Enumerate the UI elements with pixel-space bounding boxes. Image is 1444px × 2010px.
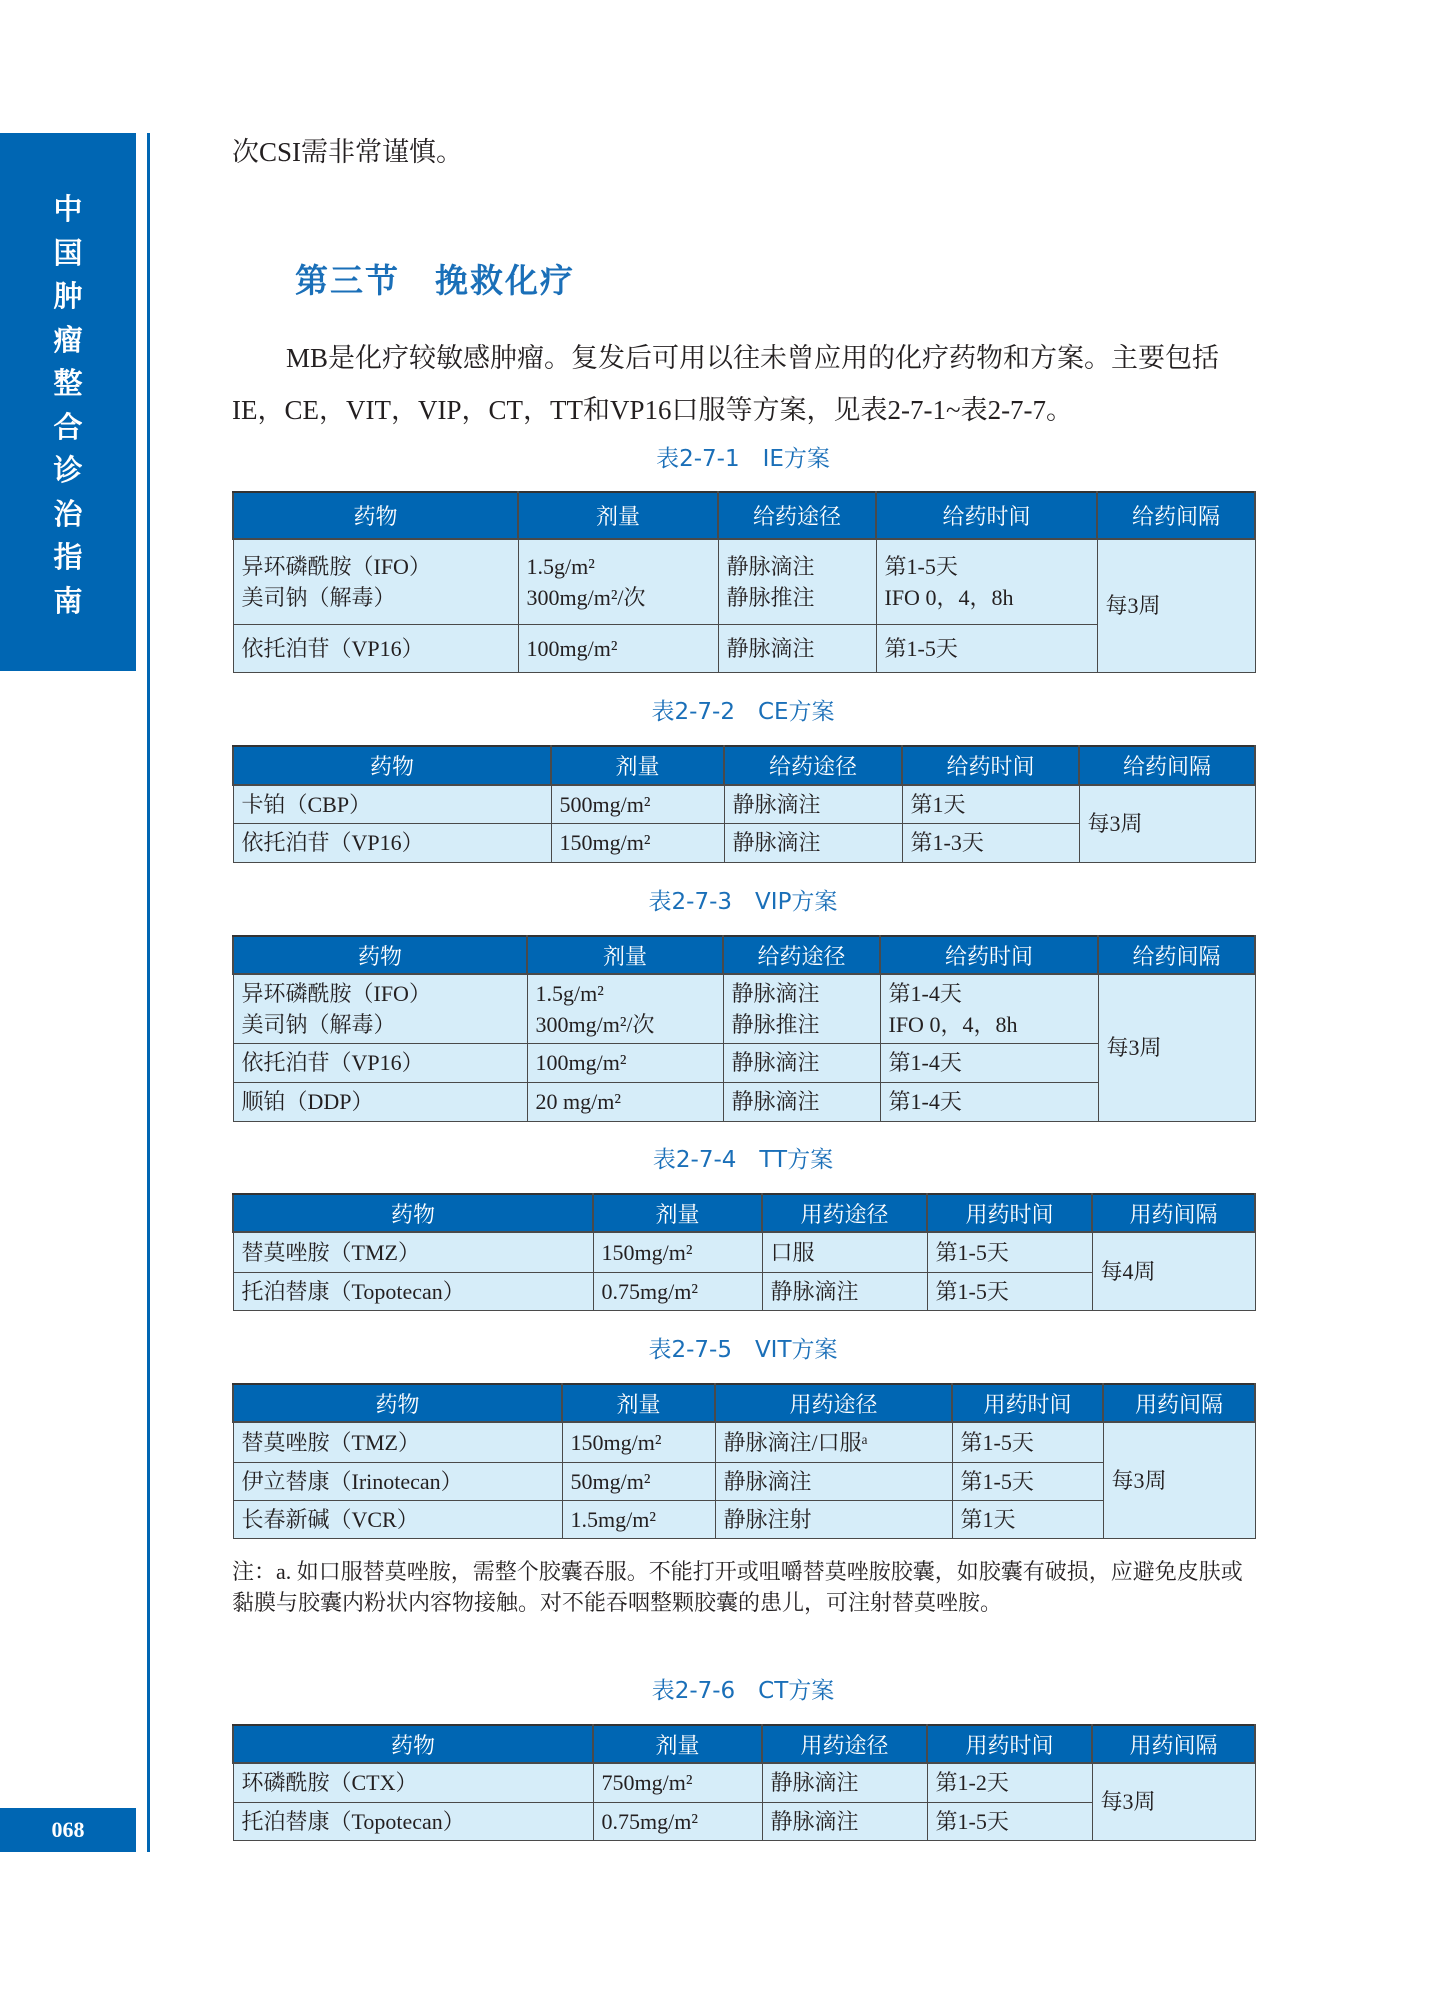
table-cell (233, 539, 518, 624)
cell-line: 伊立替康（Irinotecan） (241, 1468, 463, 1494)
table-cell (527, 1082, 723, 1121)
table-cell (233, 1082, 527, 1121)
cell-line: 替莫唑胺（TMZ） (241, 1429, 420, 1455)
table-caption: 表2-7-1 IE方案 (656, 446, 830, 472)
book-title-vertical (0, 188, 136, 623)
table-cell (952, 1422, 1103, 1462)
table-row (233, 539, 1255, 624)
table-cell (762, 1802, 927, 1840)
column-header: 药物 (233, 1725, 593, 1763)
table-row (233, 1500, 1255, 1538)
table-cell (952, 1462, 1103, 1500)
sidebar-title-char: 合 (53, 409, 83, 444)
cell-line: 1.5mg/m² (570, 1506, 656, 1532)
table-cell (723, 974, 880, 1043)
table-cell (551, 785, 724, 823)
table-cell (593, 1802, 762, 1840)
cell-line: 异环磷酰胺（IFO） (241, 553, 431, 579)
table-header-row (233, 746, 1255, 785)
cell-line: 口服 (770, 1239, 815, 1265)
cell-line: 750mg/m² (601, 1770, 693, 1796)
table-header-row (233, 1194, 1255, 1232)
table-caption: 表2-7-3 VIP方案 (648, 889, 838, 915)
cell-line: 第1天 (910, 791, 966, 817)
table-cell (927, 1232, 1092, 1272)
column-header: 药物 (233, 1194, 593, 1232)
cell-line: 依托泊苷（VP16） (241, 830, 424, 855)
sidebar-title-char: 治 (53, 496, 83, 531)
table-caption: 表2-7-4 TT方案 (652, 1147, 834, 1173)
table-cell (233, 1500, 562, 1538)
table-caption: 表2-7-6 CT方案 (651, 1678, 835, 1704)
cell-line: 静脉滴注 (731, 1089, 820, 1114)
column-header: 剂量 (593, 1194, 762, 1232)
cell-line: 静脉滴注 (726, 635, 815, 661)
cell-line: 环磷酰胺（CTX） (241, 1770, 418, 1796)
column-header: 用药间隔 (1103, 1384, 1255, 1422)
table-cell (233, 1422, 562, 1462)
table-cell (551, 823, 724, 862)
column-header: 药物 (233, 492, 518, 539)
table-cell (233, 823, 551, 862)
cell-line: 第1-5天 (884, 553, 958, 579)
table-row (233, 785, 1255, 823)
table-header-row (233, 1384, 1255, 1422)
cell-line: 静脉滴注 (732, 791, 821, 817)
table-cell (593, 1272, 762, 1310)
table-cell (718, 539, 876, 624)
column-header: 用药途径 (762, 1194, 927, 1232)
regimen-table (232, 1383, 1256, 1539)
table-cell (233, 1043, 527, 1082)
cell-line: 500mg/m² (559, 791, 651, 817)
table-cell (518, 624, 718, 672)
section-title: 第三节 挽救化疗 (295, 264, 575, 300)
column-header: 剂量 (551, 746, 724, 785)
cell-line: 静脉推注 (726, 584, 815, 610)
table-cell (233, 1763, 593, 1802)
table-cell (880, 1043, 1098, 1082)
cell-line: 第1-5天 (935, 1239, 1009, 1265)
table-cell (715, 1500, 952, 1538)
table-cell (562, 1422, 715, 1462)
column-header: 剂量 (593, 1725, 762, 1763)
table-cell (715, 1462, 952, 1500)
cell-line: 50mg/m² (570, 1468, 651, 1494)
column-header: 用药间隔 (1092, 1194, 1255, 1232)
cell-line: 300mg/m²/次 (526, 584, 646, 610)
column-header: 给药时间 (902, 746, 1079, 785)
sidebar-title-char: 国 (53, 235, 83, 270)
table-cell (233, 1802, 593, 1840)
cell-line: 第1-4天 (888, 1050, 962, 1075)
table-cell (562, 1462, 715, 1500)
column-header: 给药间隔 (1097, 492, 1255, 539)
column-header: 给药时间 (876, 492, 1097, 539)
column-header: 给药途径 (724, 746, 902, 785)
table-cell (952, 1500, 1103, 1538)
table-row (233, 1232, 1255, 1272)
cell-line: 第1-2天 (935, 1770, 1009, 1796)
regimen-table (232, 745, 1256, 863)
table-header-row (233, 1725, 1255, 1763)
interval-cell: 每3周 (1098, 974, 1255, 1121)
table-cell (724, 823, 902, 862)
cell-line: 第1-3天 (910, 830, 984, 855)
table-row (233, 1462, 1255, 1500)
interval-cell: 每3周 (1097, 539, 1255, 672)
table-row (233, 974, 1255, 1043)
cell-line: 顺铂（DDP） (241, 1089, 374, 1114)
interval-cell: 每3周 (1079, 785, 1255, 862)
intro-line: 次CSI需非常谨慎。 (232, 137, 464, 167)
table-cell (593, 1232, 762, 1272)
table-cell (724, 785, 902, 823)
column-header: 给药途径 (723, 936, 880, 974)
column-header: 给药途径 (718, 492, 876, 539)
column-header: 剂量 (518, 492, 718, 539)
sidebar-title-char: 瘤 (53, 322, 83, 357)
cell-line: 静脉滴注 (731, 980, 820, 1006)
margin-rule (147, 133, 150, 1852)
table-cell (718, 624, 876, 672)
cell-line: 第1-5天 (960, 1429, 1034, 1455)
interval-cell: 每3周 (1092, 1763, 1255, 1840)
interval-cell: 每4周 (1092, 1232, 1255, 1310)
cell-line: 300mg/m²/次 (535, 1011, 655, 1037)
column-header: 剂量 (562, 1384, 715, 1422)
cell-line: 第1天 (960, 1506, 1016, 1532)
table-cell (927, 1272, 1092, 1310)
table-cell (715, 1422, 952, 1462)
regimen-table (232, 935, 1256, 1122)
table-cell (902, 785, 1079, 823)
column-header: 用药时间 (927, 1725, 1092, 1763)
table-cell (233, 1232, 593, 1272)
cell-line: 第1-4天 (888, 1089, 962, 1114)
table-cell (518, 539, 718, 624)
regimen-table (232, 1724, 1256, 1841)
sidebar-title-char: 南 (53, 583, 83, 618)
column-header: 用药途径 (715, 1384, 952, 1422)
column-header: 给药间隔 (1079, 746, 1255, 785)
cell-line: 100mg/m² (526, 635, 618, 661)
table-cell (927, 1802, 1092, 1840)
table-row (233, 1763, 1255, 1802)
table-cell (723, 1043, 880, 1082)
cell-line: 静脉滴注 (770, 1808, 859, 1834)
cell-line: 静脉滴注 (770, 1278, 859, 1304)
cell-line: 150mg/m² (559, 830, 651, 855)
cell-line: 卡铂（CBP） (241, 791, 372, 817)
cell-line: 美司钠（解毒） (241, 1011, 396, 1037)
table-cell (593, 1763, 762, 1802)
cell-line: 第1-5天 (935, 1808, 1009, 1834)
sidebar-title-char: 中 (53, 192, 83, 226)
cell-line: 第1-5天 (884, 635, 958, 661)
cell-line: 替莫唑胺（TMZ） (241, 1239, 420, 1265)
cell-line: 0.75mg/m² (601, 1808, 698, 1834)
table-cell (527, 1043, 723, 1082)
cell-line: 异环磷酰胺（IFO） (241, 980, 431, 1006)
cell-line: 静脉滴注 (726, 553, 815, 579)
table-caption: 表2-7-2 CE方案 (651, 699, 835, 725)
column-header: 用药间隔 (1092, 1725, 1255, 1763)
table-cell (233, 624, 518, 672)
regimen-table (232, 1193, 1256, 1311)
cell-line: 长春新碱（VCR） (241, 1506, 419, 1532)
sidebar-title-char: 肿 (53, 279, 83, 313)
table-cell (880, 974, 1098, 1043)
book-title-sidebar (0, 133, 136, 671)
column-header: 药物 (233, 1384, 562, 1422)
table-cell (762, 1232, 927, 1272)
cell-line: 静脉滴注/口服ᵃ (723, 1429, 868, 1455)
table-cell (527, 974, 723, 1043)
cell-line: 第1-5天 (935, 1278, 1009, 1304)
column-header: 用药时间 (927, 1194, 1092, 1232)
table-header-row (233, 492, 1255, 539)
column-header: 用药途径 (762, 1725, 927, 1763)
paragraph-line-1: MB是化疗较敏感肿瘤。复发后可用以往未曾应用的化疗药物和方案。主要包括 (286, 343, 1220, 373)
cell-line: 第1-4天 (888, 980, 962, 1006)
cell-line: 静脉推注 (731, 1011, 820, 1037)
table-cell (876, 624, 1097, 672)
cell-line: 静脉滴注 (723, 1468, 812, 1494)
cell-line: 150mg/m² (570, 1429, 662, 1455)
page-number: 068 (0, 1808, 136, 1852)
cell-line: 托泊替康（Topotecan） (241, 1808, 465, 1834)
table-cell (762, 1272, 927, 1310)
table-cell (233, 1462, 562, 1500)
cell-line: 静脉滴注 (732, 830, 821, 855)
cell-line: 0.75mg/m² (601, 1278, 698, 1304)
cell-line: IFO 0，4，8h (888, 1011, 1018, 1037)
table-cell (927, 1763, 1092, 1802)
cell-line: 静脉滴注 (731, 1050, 820, 1075)
cell-line: 依托泊苷（VP16） (241, 1050, 424, 1075)
cell-line: 150mg/m² (601, 1239, 693, 1265)
column-header: 剂量 (527, 936, 723, 974)
cell-line: 第1-5天 (960, 1468, 1034, 1494)
sidebar-title-char: 诊 (53, 453, 83, 487)
table-caption: 表2-7-5 VIT方案 (648, 1337, 838, 1363)
cell-line: 依托泊苷（VP16） (241, 635, 424, 661)
column-header: 给药间隔 (1098, 936, 1255, 974)
cell-line: IFO 0，4，8h (884, 584, 1014, 610)
sidebar-title-char: 整 (53, 366, 83, 400)
column-header: 用药时间 (952, 1384, 1103, 1422)
regimen-table (232, 491, 1256, 673)
table-cell (723, 1082, 880, 1121)
table-cell (233, 1272, 593, 1310)
column-header: 药物 (233, 936, 527, 974)
sidebar-title-char: 指 (53, 540, 83, 574)
cell-line: 托泊替康（Topotecan） (241, 1278, 465, 1304)
cell-line: 1.5g/m² (526, 553, 595, 579)
table-cell (233, 785, 551, 823)
cell-line: 100mg/m² (535, 1050, 627, 1075)
cell-line: 1.5g/m² (535, 980, 604, 1006)
table-cell (876, 539, 1097, 624)
table-cell (880, 1082, 1098, 1121)
table-cell (902, 823, 1079, 862)
cell-line: 静脉注射 (723, 1506, 812, 1532)
table-header-row (233, 936, 1255, 974)
cell-line: 20 mg/m² (535, 1089, 621, 1114)
paragraph-line-2: IE，CE，VIT，VIP，CT，TT和VP16口服等方案，见表2-7-1~表2-7-7。 (232, 395, 1074, 425)
cell-line: 静脉滴注 (770, 1770, 859, 1796)
interval-cell: 每3周 (1103, 1422, 1255, 1538)
table-cell (233, 974, 527, 1043)
column-header: 给药时间 (880, 936, 1098, 974)
column-header: 药物 (233, 746, 551, 785)
table-cell (562, 1500, 715, 1538)
table-row (233, 1422, 1255, 1462)
table-footnote: 注：a. 如口服替莫唑胺，需整个胶囊吞服。不能打开或咀嚼替莫唑胺胶囊，如胶囊有破损，应避免皮肤或黏膜与胶囊内粉状内容物接触。对不能吞咽整颗胶囊的患儿，可注射替莫唑胺。 (232, 1559, 1243, 1615)
cell-line: 美司钠（解毒） (241, 584, 396, 610)
table-cell (762, 1763, 927, 1802)
